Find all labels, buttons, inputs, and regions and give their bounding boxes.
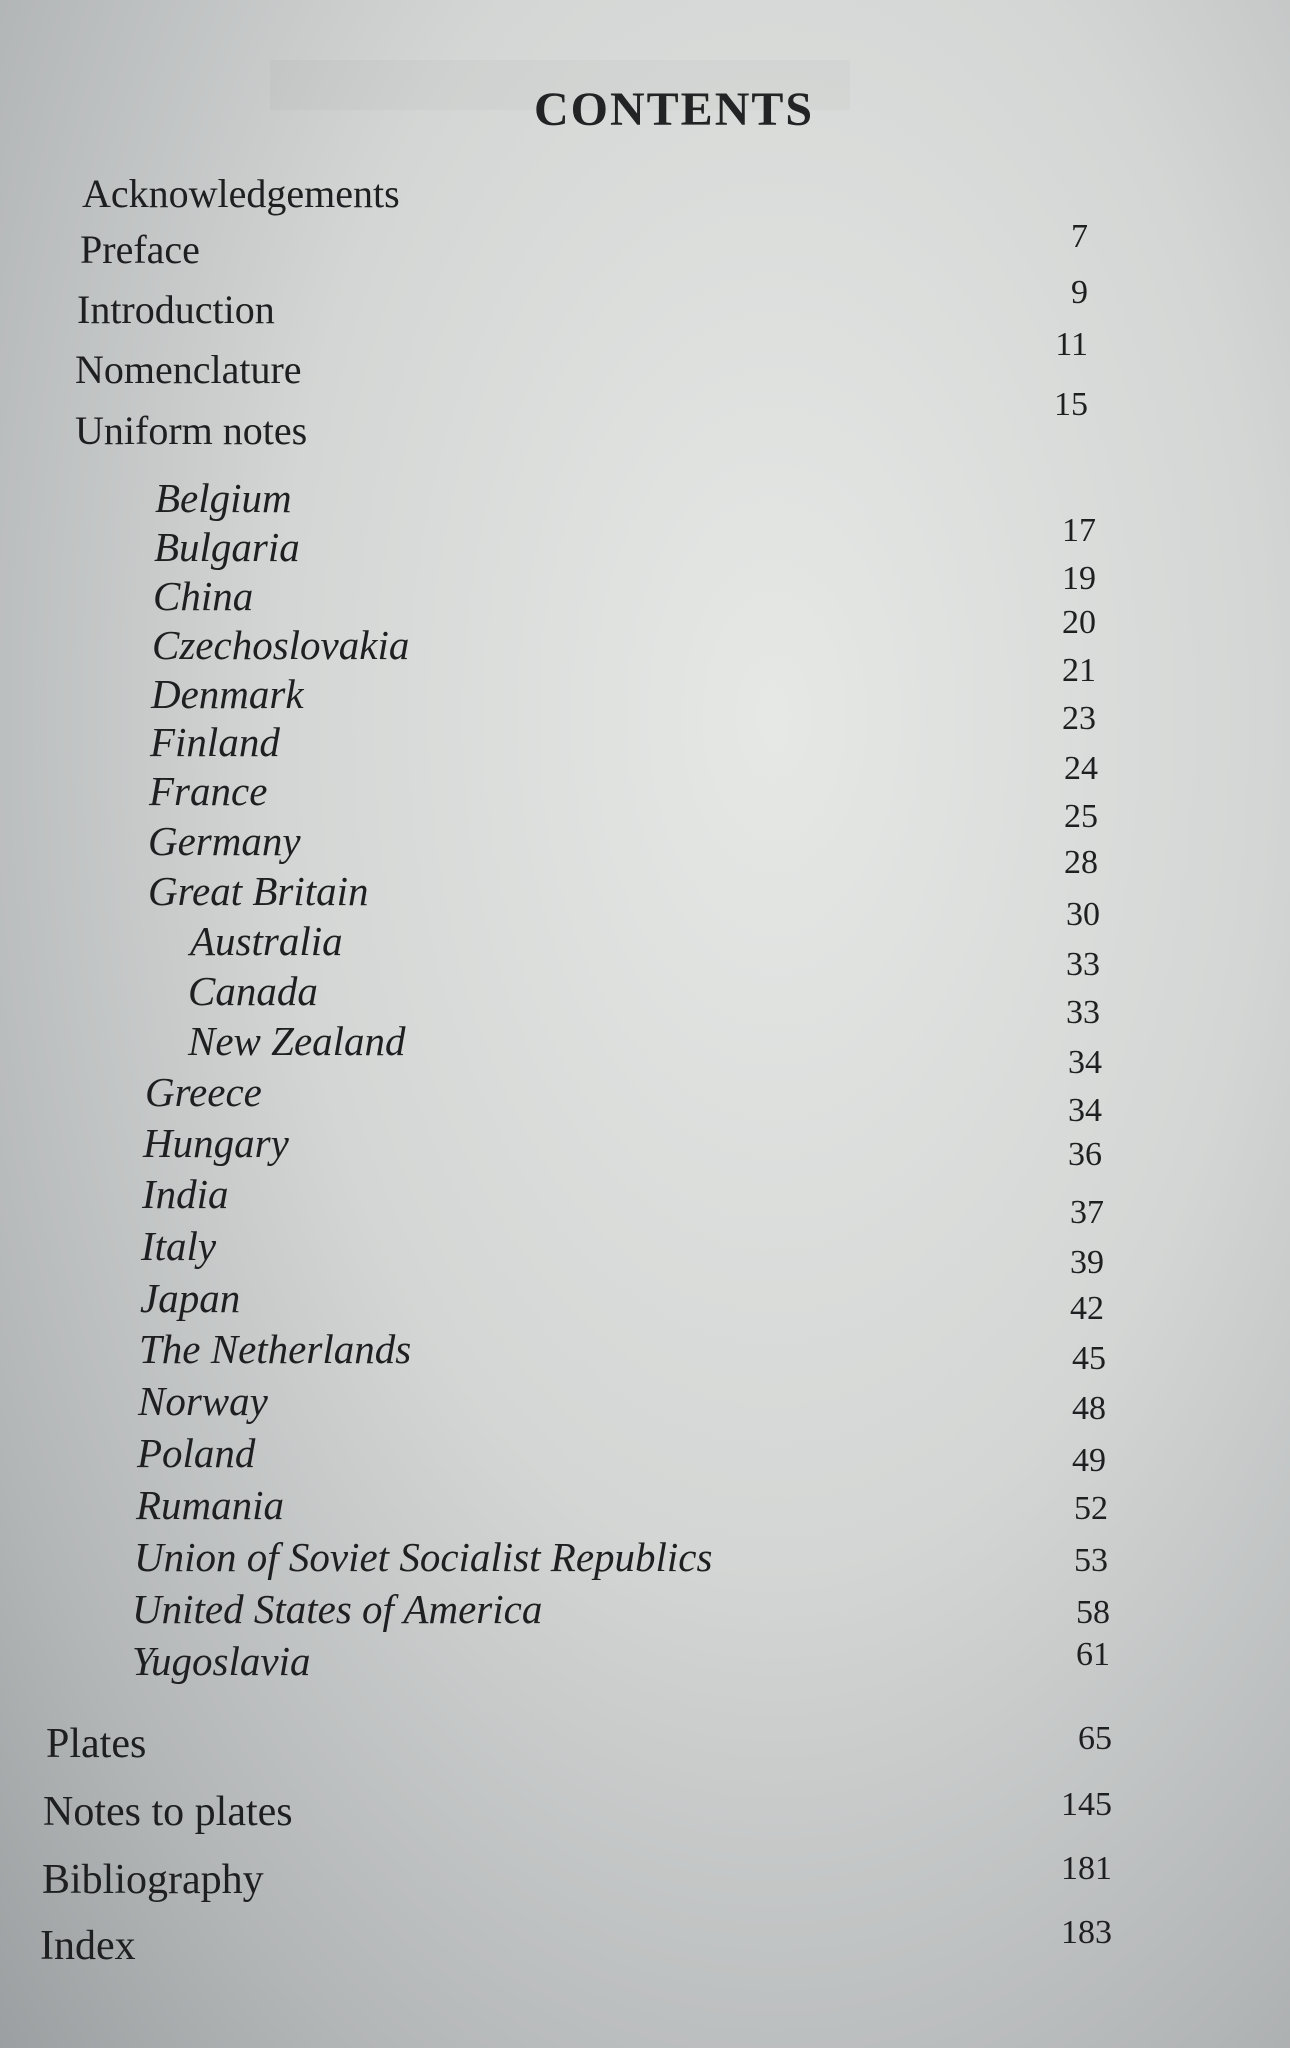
toc-entry-india: India xyxy=(142,1171,229,1217)
toc-entry-yugoslavia: Yugoslavia xyxy=(132,1638,311,1684)
page-number: 53 xyxy=(1074,1542,1108,1579)
toc-entry-bulgaria: Bulgaria xyxy=(154,524,300,570)
toc-entry-china: China xyxy=(153,573,254,619)
toc-entry-canada: Canada xyxy=(188,968,318,1014)
page-number: 9 xyxy=(1071,274,1088,311)
toc-entry-bibliography: Bibliography xyxy=(42,1857,264,1903)
toc-entry-czechoslovakia: Czechoslovakia xyxy=(152,622,410,668)
page-number: 34 xyxy=(1068,1092,1102,1129)
toc-entry-nomenclature: Nomenclature xyxy=(75,347,302,392)
page-number: 33 xyxy=(1066,994,1100,1031)
toc-entry-new-zealand: New Zealand xyxy=(188,1018,406,1064)
page-number: 21 xyxy=(1062,652,1096,689)
toc-entry-finland: Finland xyxy=(150,719,280,765)
toc-entry-norway: Norway xyxy=(138,1378,268,1424)
toc-entry-italy: Italy xyxy=(141,1223,217,1269)
page-number: 33 xyxy=(1066,946,1100,983)
toc-entry-poland: Poland xyxy=(137,1430,256,1476)
page-number: 37 xyxy=(1070,1194,1104,1231)
page-number: 61 xyxy=(1076,1636,1110,1673)
page-number: 39 xyxy=(1070,1244,1104,1281)
toc-entry-france: France xyxy=(149,768,268,814)
page-number: 28 xyxy=(1064,844,1098,881)
toc-entry-japan: Japan xyxy=(140,1275,241,1321)
toc-entry-uniform-notes: Uniform notes xyxy=(75,408,308,453)
page-title: CONTENTS xyxy=(534,83,815,136)
page-number: 181 xyxy=(1061,1850,1112,1887)
toc-entry-germany: Germany xyxy=(148,818,301,864)
page-number: 11 xyxy=(1055,326,1088,363)
page-number: 58 xyxy=(1076,1594,1110,1631)
page-number: 183 xyxy=(1061,1914,1112,1951)
page-number: 17 xyxy=(1062,512,1096,549)
toc-entry-ussr: Union of Soviet Socialist Republics xyxy=(134,1534,713,1580)
page-number: 15 xyxy=(1054,386,1088,423)
toc-entry-notes-to-plates: Notes to plates xyxy=(43,1789,293,1835)
toc-entry-great-britain: Great Britain xyxy=(148,868,369,914)
page-number: 42 xyxy=(1070,1290,1104,1327)
page-number: 30 xyxy=(1066,896,1100,933)
toc-entry-index: Index xyxy=(40,1923,136,1969)
toc-entry-belgium: Belgium xyxy=(155,475,292,521)
page-number: 24 xyxy=(1064,750,1098,787)
page-number: 49 xyxy=(1072,1442,1106,1479)
toc-entry-usa: United States of America xyxy=(132,1586,543,1632)
toc-entry-the-netherlands: The Netherlands xyxy=(139,1326,412,1372)
page-number: 19 xyxy=(1062,560,1096,597)
page-number: 20 xyxy=(1062,604,1096,641)
page-number: 48 xyxy=(1072,1390,1106,1427)
toc-entry-rumania: Rumania xyxy=(136,1482,285,1528)
page-number: 52 xyxy=(1074,1490,1108,1527)
page-number: 7 xyxy=(1071,218,1088,255)
page-number: 45 xyxy=(1072,1340,1106,1377)
page-number: 23 xyxy=(1062,700,1096,737)
toc-entry-denmark: Denmark xyxy=(151,671,304,717)
page-number: 34 xyxy=(1068,1044,1102,1081)
toc-entry-preface: Preface xyxy=(80,227,200,272)
toc-entry-plates: Plates xyxy=(46,1721,147,1767)
toc-entry-hungary: Hungary xyxy=(143,1120,289,1166)
toc-entry-acknowledgements: Acknowledgements xyxy=(82,171,400,216)
toc-entry-australia: Australia xyxy=(190,918,343,964)
page-number: 65 xyxy=(1078,1720,1112,1757)
toc-entry-greece: Greece xyxy=(145,1069,262,1115)
page-number: 25 xyxy=(1064,798,1098,835)
page-number: 145 xyxy=(1061,1786,1112,1823)
page-number: 36 xyxy=(1068,1136,1102,1173)
toc-entry-introduction: Introduction xyxy=(77,287,275,332)
